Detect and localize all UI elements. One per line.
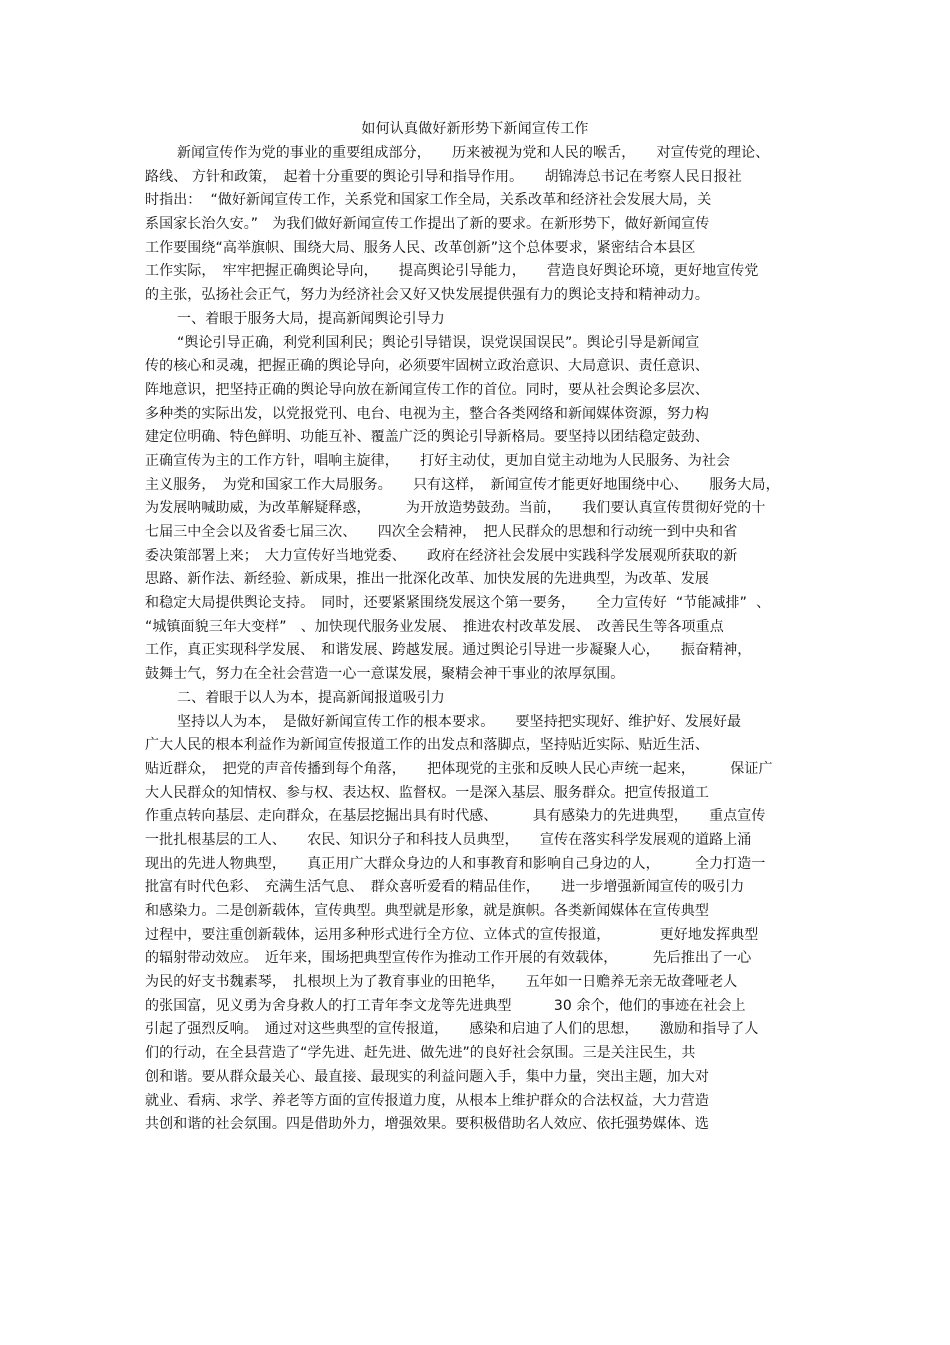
paragraph-line: 批富有时代色彩、 充满生活气息、 群众喜听爱看的精品佳作， 进一步增强新闻宣传的吸引力 <box>145 879 745 896</box>
paragraph-line: 建定位明确、特色鲜明、功能互补、覆盖广泛的舆论引导新格局。要坚持以团结稳定鼓劲、 <box>145 429 709 446</box>
paragraph-line: 一批扎根基层的工人、 农民、知识分子和科技人员典型， 宣传在落实科学发展观的道路上涌 <box>145 831 752 848</box>
paragraph-line: 过程中，要注重创新载体，运用多种形式进行全方位、立体式的宣传报道， 更好地发挥典型 <box>145 926 759 943</box>
paragraph-line: 新闻宣传作为党的事业的重要组成部分， 历来被视为党和人民的喉舌， 对宣传党的理论、 <box>177 145 770 161</box>
paragraph-line: 传的核心和灵魂，把握正确的舆论导向，必须要牢固树立政治意识、大局意识、责任意识、 <box>145 358 709 375</box>
paragraph-line: 思路、新作法、新经验、新成果，推出一批深化改革、加快发展的先进典型，为改革、发展 <box>145 571 709 588</box>
paragraph-line: 正确宣传为主的工作方针，唱响主旋律， 打好主动仗，更加自觉主动地为人民服务、为社会 <box>145 452 731 469</box>
paragraph-line: 坚持以人为本， 是做好新闻宣传工作的根本要求。 要坚持把实现好、维护好、发展好最 <box>177 713 742 730</box>
paragraph-line: “城镇面貌三年大变样” 、加快现代服务业发展、 推进农村改革发展、 改善民生等各项重点 <box>145 618 724 635</box>
paragraph-line: 阵地意识，把坚持正确的舆论导向放在新闻宣传工作的首位。同时，要从社会舆论多层次、 <box>145 381 709 398</box>
document-body <box>0 142 950 1137</box>
paragraph-line: 作重点转向基层、走向群众，在基层挖掘出具有时代感、 具有感染力的先进典型， 重点宣传 <box>145 808 766 825</box>
paragraph-line: 的张国富，见义勇为舍身救人的打工青年李文龙等先进典型 30 余个，他们的事迹在社会上 <box>145 997 746 1014</box>
paragraph-line: 共创和谐的社会氛围。四是借助外力，增强效果。要积极借助名人效应、依托强势媒体、选 <box>145 1116 709 1133</box>
paragraph-line: 和感染力。二是创新载体，宣传典型。典型就是形象，就是旗帜。各类新闻媒体在宣传典型 <box>145 903 709 919</box>
paragraph-line: 委决策部署上来； 大力宣传好当地党委、 政府在经济社会发展中实践科学发展观所获取的新 <box>145 547 738 564</box>
paragraph-line: 和稳定大局提供舆论支持。 同时，还要紧紧围绕发展这个第一要务， 全力宣传好 “节能减排” 、 <box>145 595 771 612</box>
paragraph-line: 二、着眼于以人为本，提高新闻报道吸引力 <box>177 689 445 706</box>
paragraph-line: 工作要围绕“高举旗帜、围绕大局、服务人民、改革创新”这个总体要求，紧密结合本县区 <box>145 239 696 256</box>
paragraph-line: 一、着眼于服务大局，提高新闻舆论引导力 <box>177 310 445 327</box>
paragraph-line: 鼓舞士气，努力在全社会营造一心一意谋发展，聚精会神干事业的浓厚氛围。 <box>145 666 625 683</box>
paragraph-line: “舆论引导正确，利党利国利民；舆论引导错误，误党误国误民”。舆论引导是新闻宣 <box>177 334 700 351</box>
paragraph-line: 七届三中全会以及省委七届三次、 四次全会精神， 把人民群众的思想和行动统一到中央和省 <box>145 524 738 540</box>
document-title: 如何认真做好新形势下新闻宣传工作 <box>361 121 589 137</box>
paragraph-line: 主义服务， 为党和国家工作大局服务。 只有这样， 新闻宣传才能更好地围绕中心、 服务大局， <box>145 476 780 493</box>
paragraph-line: 系国家长治久安。” 为我们做好新闻宣传工作提出了新的要求。在新形势下，做好新闻宣传 <box>145 216 710 233</box>
paragraph-line: 的辐射带动效应。 近年来，围场把典型宣传作为推动工作开展的有效载体， 先后推出了一心 <box>145 950 752 967</box>
paragraph-line: 时指出： “做好新闻宣传工作，关系党和国家工作全局，关系改革和经济社会发展大局，关 <box>145 192 712 209</box>
paragraph-line: 广大人民的根本利益作为新闻宣传报道工作的出发点和落脚点，坚持贴近实际、贴近生活、 <box>145 737 709 754</box>
paragraph-line: 大人民群众的知情权、参与权、表达权、监督权。一是深入基层、服务群众。把宣传报道工 <box>145 784 709 801</box>
paragraph-line: 为发展呐喊助威，为改革解疑释惑， 为开放造势鼓劲。当前， 我们要认真宣传贯彻好党的十 <box>145 500 766 517</box>
paragraph-line: 为民的好支书魏素琴， 扎根坝上为了教育事业的田艳华， 五年如一日赡养无亲无故聋哑老人 <box>145 974 738 991</box>
paragraph-line: 创和谐。要从群众最关心、最直接、最现实的利益问题入手，集中力量，突出主题，加大对 <box>145 1068 709 1085</box>
paragraph-line: 工作实际， 牢牢把握正确舆论导向， 提高舆论引导能力， 营造良好舆论环境，更好地宣传党 <box>145 263 759 280</box>
paragraph-line: 工作，真正实现科学发展、 和谐发展、跨越发展。通过舆论引导进一步凝聚人心， 振奋精神， <box>145 642 752 659</box>
paragraph-line: 路线、 方针和政策， 起着十分重要的舆论引导和指导作用。 胡锦涛总书记在考察人民日报社 <box>145 168 742 185</box>
paragraph-line: 多种类的实际出发，以党报党刊、电台、电视为主，整合各类网络和新闻媒体资源，努力构 <box>145 405 709 422</box>
paragraph-line: 贴近群众， 把党的声音传播到每个角落， 把体现党的主张和反映人民心声统一起来， 保证广 <box>145 760 773 777</box>
paragraph-line: 们的行动，在全县营造了“学先进、赶先进、做先进”的良好社会氛围。三是关注民生，共 <box>145 1045 696 1062</box>
paragraph-line: 现出的先进人物典型， 真正用广大群众身边的人和事教育和影响自己身边的人， 全力打造一 <box>145 855 766 872</box>
paragraph-line: 引起了强烈反响。 通过对这些典型的宣传报道， 感染和启迪了人们的思想， 激励和指导了人 <box>145 1021 759 1038</box>
paragraph-line: 就业、看病、求学、养老等方面的宣传报道力度，从根本上维护群众的合法权益，大力营造 <box>145 1092 709 1109</box>
paragraph-line: 的主张，弘扬社会正气，努力为经济社会又好又快发展提供强有力的舆论支持和精神动力。 <box>145 287 709 304</box>
